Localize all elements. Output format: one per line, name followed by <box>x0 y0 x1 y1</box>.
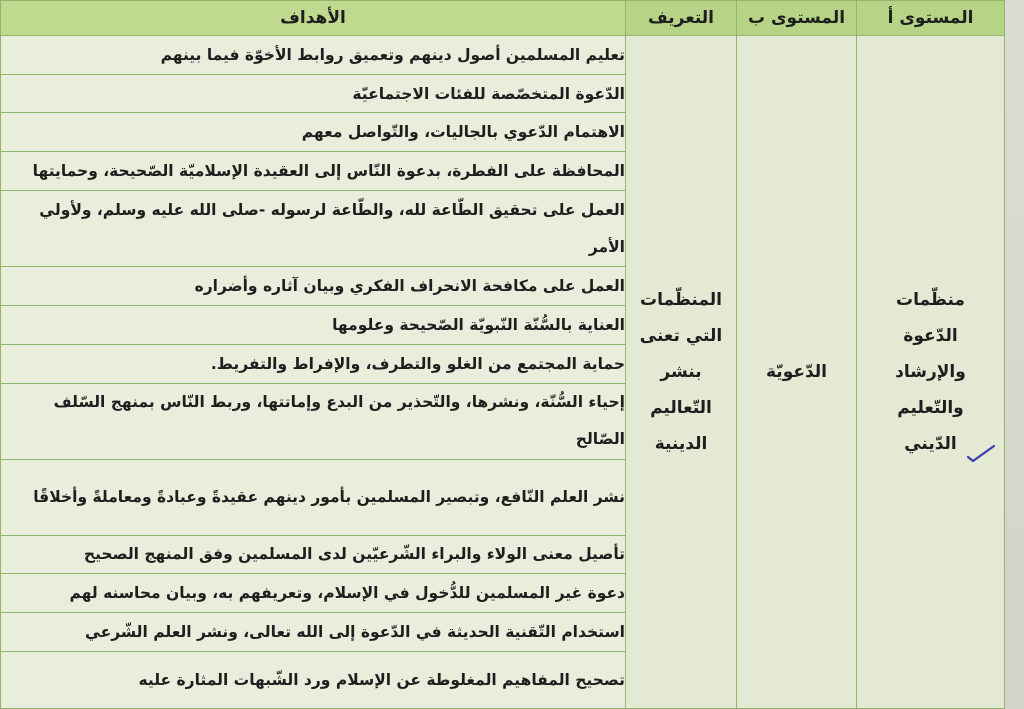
definition-header: التعريف <box>626 1 737 36</box>
goal-cell: العناية بالسُّنّة النّبويّة الصّحيحة وعلومها <box>1 306 626 345</box>
level-b-cell <box>737 36 857 709</box>
goal-cell: استخدام التّقنية الحديثة في الدّعوة إلى الله تعالى، ونشر العلم الشّرعي <box>1 613 626 652</box>
goal-cell: حماية المجتمع من الغلو والتطرف، والإفراط والتفريط. <box>1 344 626 383</box>
goal-cell: الدّعوة المتخصّصة للفئات الاجتماعيّة <box>1 74 626 113</box>
level-b-text: الدّعويّة <box>766 362 827 382</box>
goals-header: الأهداف <box>1 1 626 36</box>
level-a-text: منظّمات الدّعوة والإرشاد والتّعليم الدّيني <box>895 290 966 454</box>
goal-cell: إحياء السُّنّة، ونشرها، والتّحذير من البدع وإماتتها، وربط النّاس بمنهج السّلف الصّالح <box>1 383 626 459</box>
goal-cell: تصحيح المفاهيم المغلوطة عن الإسلام ورد الشّبهات المثارة عليه <box>1 651 626 708</box>
goal-cell: الاهتمام الدّعوي بالجاليات، والتّواصل معهم <box>1 113 626 152</box>
level-a-cell <box>857 36 1005 709</box>
goal-cell: تعليم المسلمين أصول دينهم وتعميق روابط الأخوّة فيما بينهم <box>1 36 626 75</box>
definition-text: المنظّمات التي تعنى بنشر التّعاليم الدينية <box>639 290 723 454</box>
goal-cell: المحافظة على الفطرة، بدعوة النّاس إلى العقيدة الإسلاميّة الصّحيحة، وحمايتها <box>1 152 626 191</box>
level-a-header: المستوى أ <box>857 1 1005 36</box>
goal-cell: العمل على تحقيق الطّاعة لله، والطّاعة لرسوله -صلى الله عليه وسلم، ولأولي الأمر <box>1 190 626 266</box>
goal-cell: تأصيل معنى الولاء والبراء الشّرعيّين لدى المسلمين وفق المنهج الصحيح <box>1 535 626 574</box>
handwritten-check-icon <box>965 440 997 464</box>
header-row <box>1 1 1005 36</box>
table-row <box>1 36 1005 75</box>
goal-cell: العمل على مكافحة الانحراف الفكري وبيان آثاره وأضراره <box>1 267 626 306</box>
level-b-header: المستوى ب <box>737 1 857 36</box>
goal-cell: نشر العلم النّافع، وتبصير المسلمين بأمور دينهم عقيدةً وعبادةً ومعاملةً وأخلاقًا <box>1 460 626 535</box>
goal-cell: دعوة غير المسلمين للدُّخول في الإسلام، وتعريفهم به، وبيان محاسنه لهم <box>1 574 626 613</box>
definition-cell <box>626 36 737 709</box>
